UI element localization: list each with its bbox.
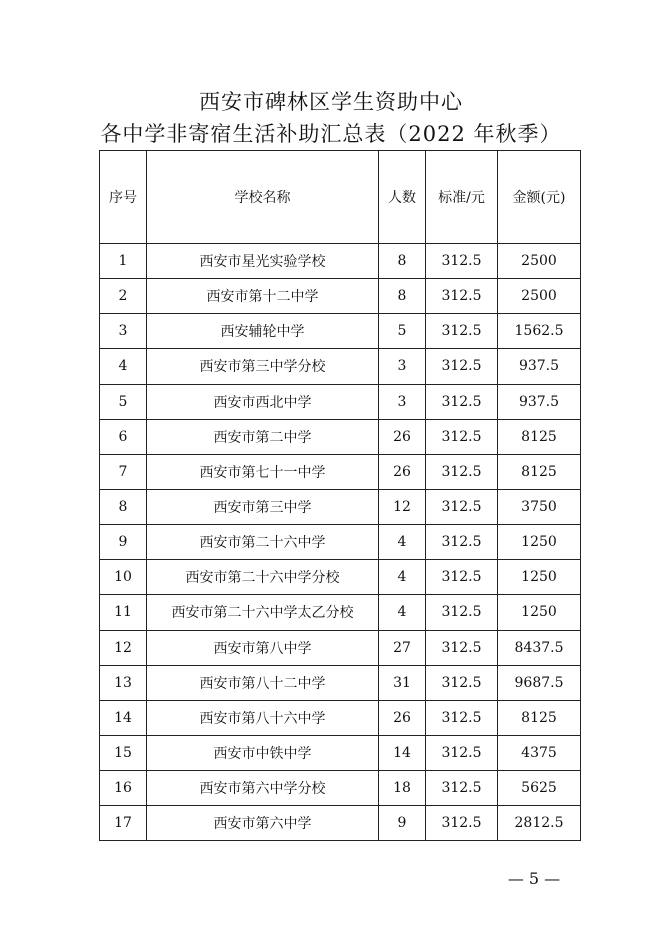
table-row bbox=[100, 349, 581, 384]
cell-amount: 2500 bbox=[498, 244, 581, 279]
cell-amount: 8125 bbox=[498, 700, 581, 735]
cell-amount: 1562.5 bbox=[498, 314, 581, 349]
cell-index: 16 bbox=[100, 771, 147, 806]
subsidy-summary-table bbox=[99, 150, 581, 841]
cell-index: 13 bbox=[100, 665, 147, 700]
cell-index: 6 bbox=[100, 419, 147, 454]
table-row bbox=[100, 279, 581, 314]
cell-amount: 4375 bbox=[498, 735, 581, 770]
table-row bbox=[100, 384, 581, 419]
table-row bbox=[100, 595, 581, 630]
cell-standard: 312.5 bbox=[426, 630, 498, 665]
document-title-line2: 各中学非寄宿生活补助汇总表（2022 年秋季） bbox=[100, 122, 562, 146]
cell-index: 8 bbox=[100, 489, 147, 524]
cell-standard: 312.5 bbox=[426, 525, 498, 560]
cell-student-count: 5 bbox=[379, 314, 426, 349]
cell-standard: 312.5 bbox=[426, 700, 498, 735]
table-row bbox=[100, 525, 581, 560]
cell-standard: 312.5 bbox=[426, 419, 498, 454]
cell-standard: 312.5 bbox=[426, 806, 498, 841]
cell-index: 17 bbox=[100, 806, 147, 841]
header-school-name: 学校名称 bbox=[147, 151, 379, 244]
cell-amount: 3750 bbox=[498, 489, 581, 524]
cell-student-count: 9 bbox=[379, 806, 426, 841]
cell-school-name: 西安市第七十一中学 bbox=[147, 454, 379, 489]
header-index: 序号 bbox=[100, 151, 147, 244]
cell-standard: 312.5 bbox=[426, 560, 498, 595]
cell-student-count: 26 bbox=[379, 700, 426, 735]
cell-amount: 2812.5 bbox=[498, 806, 581, 841]
cell-amount: 5625 bbox=[498, 771, 581, 806]
cell-amount: 2500 bbox=[498, 279, 581, 314]
cell-school-name: 西安市第三中学分校 bbox=[147, 349, 379, 384]
cell-school-name: 西安市第八十二中学 bbox=[147, 665, 379, 700]
table-header-row bbox=[100, 151, 581, 244]
cell-index: 11 bbox=[100, 595, 147, 630]
cell-school-name: 西安市第二十六中学分校 bbox=[147, 560, 379, 595]
cell-school-name: 西安市第八中学 bbox=[147, 630, 379, 665]
cell-standard: 312.5 bbox=[426, 771, 498, 806]
cell-index: 15 bbox=[100, 735, 147, 770]
table-row bbox=[100, 806, 581, 841]
cell-standard: 312.5 bbox=[426, 279, 498, 314]
cell-standard: 312.5 bbox=[426, 314, 498, 349]
table-row bbox=[100, 419, 581, 454]
cell-standard: 312.5 bbox=[426, 665, 498, 700]
cell-amount: 1250 bbox=[498, 525, 581, 560]
cell-student-count: 4 bbox=[379, 560, 426, 595]
cell-index: 9 bbox=[100, 525, 147, 560]
cell-standard: 312.5 bbox=[426, 735, 498, 770]
cell-student-count: 27 bbox=[379, 630, 426, 665]
cell-school-name: 西安市第八十六中学 bbox=[147, 700, 379, 735]
cell-amount: 937.5 bbox=[498, 384, 581, 419]
cell-index: 3 bbox=[100, 314, 147, 349]
cell-student-count: 12 bbox=[379, 489, 426, 524]
cell-standard: 312.5 bbox=[426, 384, 498, 419]
cell-index: 4 bbox=[100, 349, 147, 384]
cell-school-name: 西安市第二中学 bbox=[147, 419, 379, 454]
cell-school-name: 西安市第十二中学 bbox=[147, 279, 379, 314]
table-row bbox=[100, 735, 581, 770]
page-number: — 5 — bbox=[507, 869, 561, 888]
header-amount: 金额(元) bbox=[498, 151, 581, 244]
table-row bbox=[100, 560, 581, 595]
table-row bbox=[100, 700, 581, 735]
cell-student-count: 14 bbox=[379, 735, 426, 770]
cell-school-name: 西安市西北中学 bbox=[147, 384, 379, 419]
cell-student-count: 31 bbox=[379, 665, 426, 700]
cell-student-count: 4 bbox=[379, 595, 426, 630]
table-row bbox=[100, 314, 581, 349]
cell-student-count: 18 bbox=[379, 771, 426, 806]
cell-standard: 312.5 bbox=[426, 489, 498, 524]
cell-school-name: 西安市第六中学 bbox=[147, 806, 379, 841]
cell-amount: 8125 bbox=[498, 454, 581, 489]
cell-index: 2 bbox=[100, 279, 147, 314]
cell-school-name: 西安市第六中学分校 bbox=[147, 771, 379, 806]
cell-school-name: 西安市星光实验学校 bbox=[147, 244, 379, 279]
cell-amount: 937.5 bbox=[498, 349, 581, 384]
cell-index: 5 bbox=[100, 384, 147, 419]
header-standard: 标准/元 bbox=[426, 151, 498, 244]
cell-student-count: 3 bbox=[379, 349, 426, 384]
cell-index: 1 bbox=[100, 244, 147, 279]
cell-student-count: 8 bbox=[379, 244, 426, 279]
cell-school-name: 西安市第二十六中学太乙分校 bbox=[147, 595, 379, 630]
table-row bbox=[100, 244, 581, 279]
cell-index: 14 bbox=[100, 700, 147, 735]
cell-school-name: 西安市第三中学 bbox=[147, 489, 379, 524]
cell-amount: 8437.5 bbox=[498, 630, 581, 665]
cell-student-count: 8 bbox=[379, 279, 426, 314]
cell-student-count: 4 bbox=[379, 525, 426, 560]
cell-amount: 9687.5 bbox=[498, 665, 581, 700]
table-row bbox=[100, 489, 581, 524]
cell-student-count: 26 bbox=[379, 454, 426, 489]
cell-index: 12 bbox=[100, 630, 147, 665]
cell-standard: 312.5 bbox=[426, 454, 498, 489]
cell-school-name: 西安市中铁中学 bbox=[147, 735, 379, 770]
cell-index: 7 bbox=[100, 454, 147, 489]
table-row bbox=[100, 630, 581, 665]
cell-school-name: 西安市第二十六中学 bbox=[147, 525, 379, 560]
cell-standard: 312.5 bbox=[426, 349, 498, 384]
cell-school-name: 西安辅轮中学 bbox=[147, 314, 379, 349]
document-title-line1: 西安市碑林区学生资助中心 bbox=[199, 90, 463, 114]
cell-standard: 312.5 bbox=[426, 595, 498, 630]
cell-amount: 8125 bbox=[498, 419, 581, 454]
table-row bbox=[100, 665, 581, 700]
cell-student-count: 3 bbox=[379, 384, 426, 419]
cell-index: 10 bbox=[100, 560, 147, 595]
cell-amount: 1250 bbox=[498, 595, 581, 630]
cell-standard: 312.5 bbox=[426, 244, 498, 279]
cell-student-count: 26 bbox=[379, 419, 426, 454]
header-student-count: 人数 bbox=[379, 151, 426, 244]
cell-amount: 1250 bbox=[498, 560, 581, 595]
table-row bbox=[100, 454, 581, 489]
table-row bbox=[100, 771, 581, 806]
